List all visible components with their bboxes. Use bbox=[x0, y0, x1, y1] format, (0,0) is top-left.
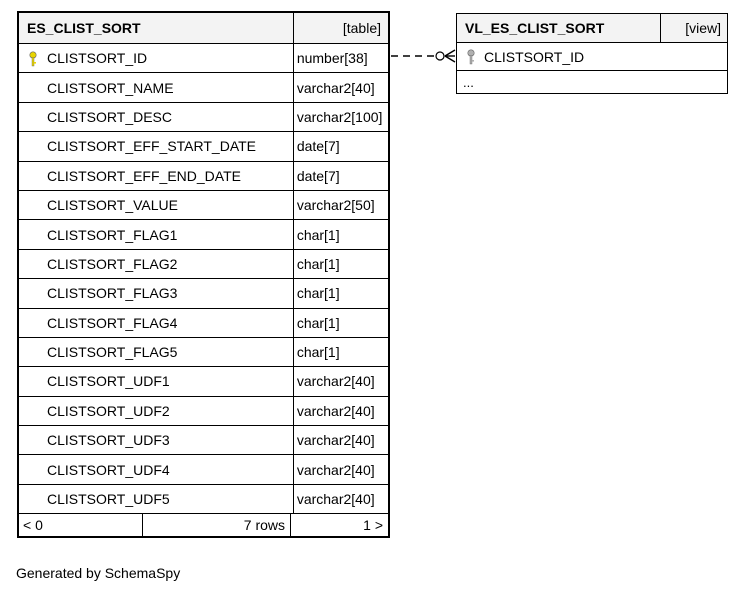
view-more-ellipsis: ... bbox=[457, 71, 728, 94]
column-row[interactable] bbox=[18, 337, 389, 366]
view-header bbox=[457, 14, 728, 43]
column-type: char[1] bbox=[293, 279, 389, 308]
column-name[interactable]: CLISTSORT_UDF1 bbox=[18, 367, 293, 396]
column-name[interactable]: CLISTSORT_UDF3 bbox=[18, 426, 293, 455]
view-column-name[interactable]: CLISTSORT_ID bbox=[457, 43, 728, 71]
table-footer bbox=[18, 514, 389, 538]
column-name[interactable]: CLISTSORT_FLAG1 bbox=[18, 220, 293, 249]
column-type: date[7] bbox=[293, 132, 389, 161]
column-row[interactable] bbox=[18, 190, 389, 219]
column-row[interactable] bbox=[18, 73, 389, 102]
column-type: varchar2[40] bbox=[293, 367, 389, 396]
table-header bbox=[18, 12, 389, 44]
crowfoot-bottom bbox=[445, 56, 455, 62]
view-name[interactable]: VL_ES_CLIST_SORT bbox=[457, 14, 661, 43]
column-name[interactable]: CLISTSORT_DESC bbox=[18, 102, 293, 131]
row-count: 7 rows bbox=[143, 514, 291, 536]
children-count[interactable]: 1 > bbox=[363, 517, 383, 534]
column-name[interactable]: CLISTSORT_UDF5 bbox=[18, 484, 293, 513]
parents-count[interactable]: < 0 bbox=[19, 514, 143, 536]
foreign-key-icon bbox=[466, 49, 476, 65]
column-row[interactable] bbox=[18, 102, 389, 131]
table-es-clist-sort[interactable] bbox=[17, 11, 390, 538]
column-row[interactable] bbox=[18, 455, 389, 484]
table-name[interactable]: ES_CLIST_SORT bbox=[18, 12, 293, 44]
column-name[interactable]: CLISTSORT_ID bbox=[18, 44, 293, 73]
column-name[interactable]: CLISTSORT_FLAG4 bbox=[18, 308, 293, 337]
column-type: date[7] bbox=[293, 161, 389, 190]
column-row[interactable] bbox=[18, 132, 389, 161]
view-column-row[interactable] bbox=[457, 43, 728, 71]
generated-by-text[interactable]: Generated by SchemaSpy bbox=[16, 565, 181, 581]
column-type: char[1] bbox=[293, 220, 389, 249]
zero-cardinality-marker bbox=[436, 52, 444, 60]
column-type: varchar2[40] bbox=[293, 73, 389, 102]
column-name[interactable]: CLISTSORT_FLAG5 bbox=[18, 337, 293, 366]
column-name[interactable]: CLISTSORT_UDF4 bbox=[18, 455, 293, 484]
column-name[interactable]: CLISTSORT_FLAG3 bbox=[18, 279, 293, 308]
crowfoot-top bbox=[445, 50, 455, 56]
primary-key-icon bbox=[28, 51, 38, 67]
column-type: char[1] bbox=[293, 308, 389, 337]
column-type: varchar2[40] bbox=[293, 396, 389, 425]
column-name[interactable]: CLISTSORT_EFF_START_DATE bbox=[18, 132, 293, 161]
column-row[interactable] bbox=[18, 279, 389, 308]
column-type: varchar2[50] bbox=[293, 190, 389, 219]
column-row[interactable] bbox=[18, 308, 389, 337]
view-vl-es-clist-sort[interactable] bbox=[456, 13, 728, 94]
column-name[interactable]: CLISTSORT_EFF_END_DATE bbox=[18, 161, 293, 190]
column-row[interactable] bbox=[18, 161, 389, 190]
column-type: varchar2[40] bbox=[293, 484, 389, 513]
column-type: varchar2[40] bbox=[293, 455, 389, 484]
view-more-row bbox=[457, 71, 728, 94]
column-type: char[1] bbox=[293, 249, 389, 278]
table-kind: [table] bbox=[293, 12, 389, 44]
view-kind: [view] bbox=[660, 14, 727, 43]
column-row[interactable] bbox=[18, 367, 389, 396]
column-row[interactable] bbox=[18, 426, 389, 455]
column-name[interactable]: CLISTSORT_UDF2 bbox=[18, 396, 293, 425]
column-name[interactable]: CLISTSORT_FLAG2 bbox=[18, 249, 293, 278]
column-name[interactable]: CLISTSORT_NAME bbox=[18, 73, 293, 102]
column-row[interactable] bbox=[18, 44, 389, 73]
column-type: varchar2[100] bbox=[293, 102, 389, 131]
column-type: varchar2[40] bbox=[293, 426, 389, 455]
column-row[interactable] bbox=[18, 396, 389, 425]
column-type: char[1] bbox=[293, 337, 389, 366]
column-row[interactable] bbox=[18, 484, 389, 513]
column-row[interactable] bbox=[18, 220, 389, 249]
column-type: number[38] bbox=[293, 44, 389, 73]
column-name[interactable]: CLISTSORT_VALUE bbox=[18, 190, 293, 219]
column-row[interactable] bbox=[18, 249, 389, 278]
